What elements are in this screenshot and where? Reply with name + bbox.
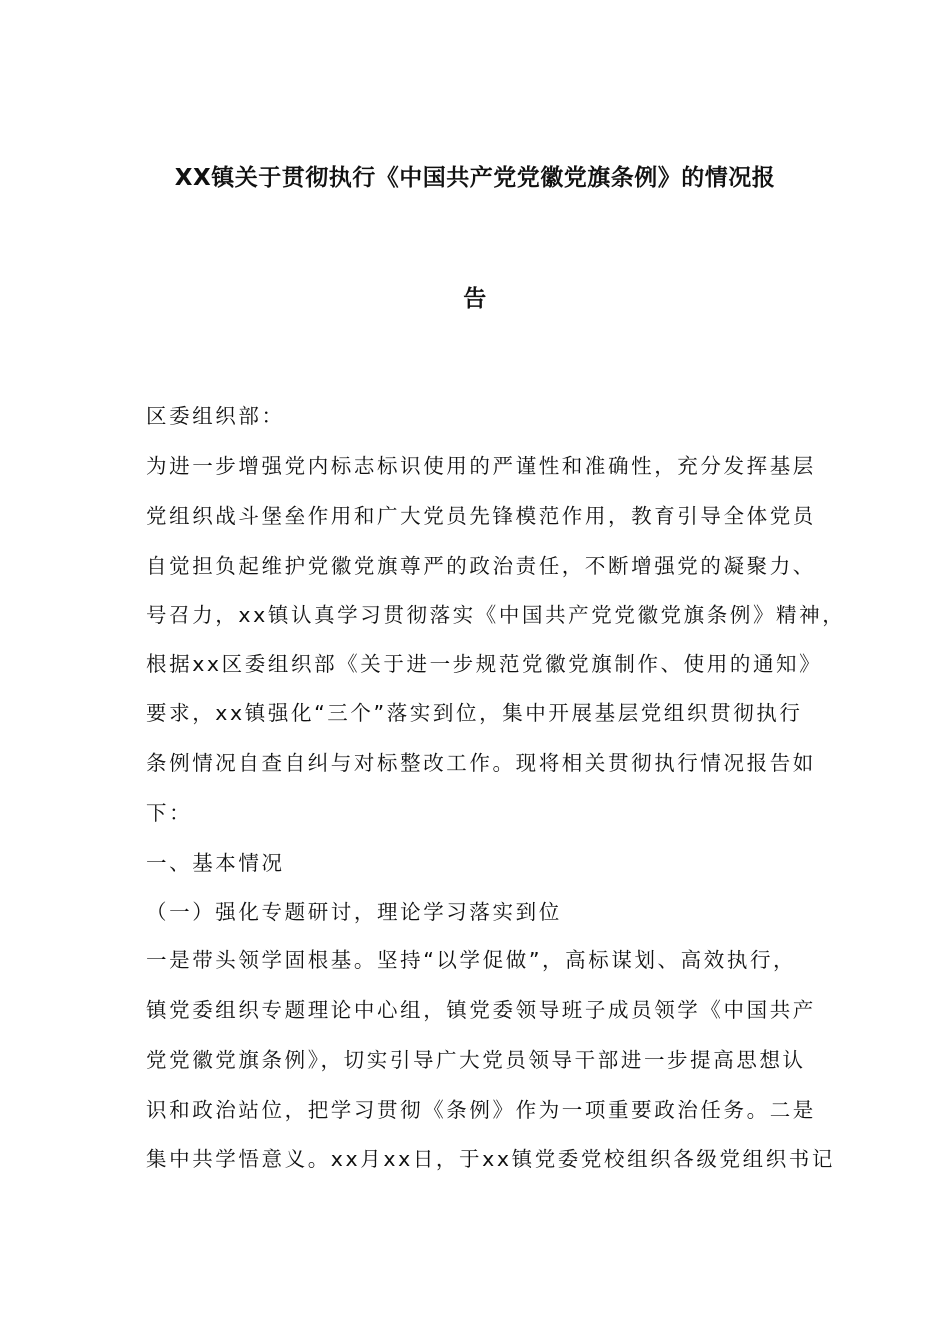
subsection-heading-1: （一）强化专题研讨，理论学习落实到位 [146,900,562,924]
body-line-5: 根据xx区委组织部《关于进一步规范党徽党旗制作、使用的通知》 [146,652,823,676]
section-heading-1: 一、基本情况 [146,851,285,875]
salutation: 区委组织部： [146,404,285,428]
body-line-12: 识和政治站位，把学习贯彻《条例》作为一项重要政治任务。二是 [146,1098,816,1122]
body-line-10: 镇党委组织专题理论中心组，镇党委领导班子成员领学《中国共产 [146,998,816,1022]
body-line-2: 党组织战斗堡垒作用和广大党员先锋模范作用，教育引导全体党员 [146,504,816,528]
body-line-8: 下： [146,801,193,825]
body-line-9: 一是带头领学固根基。坚持“以学促做”，高标谋划、高效执行， [146,948,797,972]
document-title-line-2: 告 [463,286,487,312]
body-line-11: 党党徽党旗条例》，切实引导广大党员领导干部进一步提高思想认 [146,1048,806,1072]
body-line-13: 集中共学悟意义。xx月xx日，于xx镇党委党校组织各级党组织书记 [146,1147,835,1171]
document-title-line-1: XX镇关于贯彻执行《中国共产党党徽党旗条例》的情况报 [174,165,776,191]
body-line-7: 条例情况自查自纠与对标整改工作。现将相关贯彻执行情况报告如 [146,751,816,775]
body-line-1: 为进一步增强党内标志标识使用的严谨性和准确性，充分发挥基层 [146,454,816,478]
body-line-6: 要求，xx镇强化“三个”落实到位，集中开展基层党组织贯彻执行 [146,701,803,725]
body-line-4: 号召力，xx镇认真学习贯彻落实《中国共产党党徽党旗条例》精神， [146,603,846,627]
body-line-3: 自觉担负起维护党徽党旗尊严的政治责任，不断增强党的凝聚力、 [146,554,816,578]
